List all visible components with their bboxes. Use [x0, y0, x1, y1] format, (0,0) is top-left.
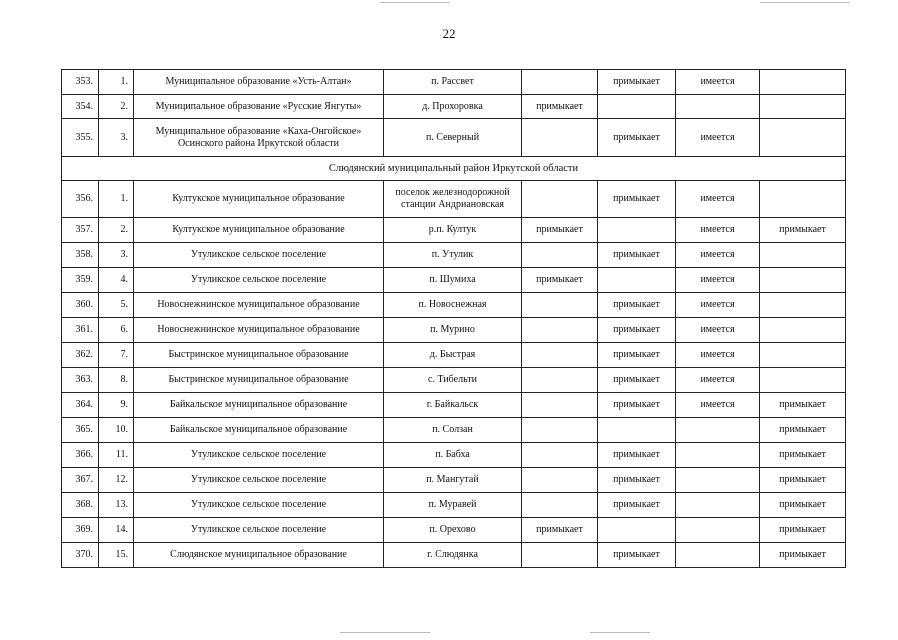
row-index: 13.	[99, 493, 134, 518]
column-c: имеется	[676, 368, 760, 393]
settlement-name: п. Рассвет	[384, 70, 522, 95]
column-a	[522, 418, 598, 443]
table-row	[62, 119, 846, 157]
row-index: 6.	[99, 318, 134, 343]
municipality-name: Байкальское муниципальное образование	[134, 418, 384, 443]
municipality-name: Утуликское сельское поселение	[134, 268, 384, 293]
page-number: 22	[442, 26, 456, 41]
table-row	[62, 318, 846, 343]
settlement-name: п. Муравей	[384, 493, 522, 518]
municipality-name: Муниципальное образование «Русские Янгуты»	[134, 95, 384, 119]
row-number: 356.	[62, 181, 99, 218]
column-b: примыкает	[598, 181, 676, 218]
column-a: примыкает	[522, 518, 598, 543]
settlement-name: г. Слюдянка	[384, 543, 522, 568]
settlement-name: д. Быстрая	[384, 343, 522, 368]
column-d	[760, 293, 846, 318]
table-row	[62, 293, 846, 318]
column-c: имеется	[676, 181, 760, 218]
column-d: примыкает	[760, 468, 846, 493]
scan-mark	[380, 2, 450, 3]
row-number: 360.	[62, 293, 99, 318]
column-d: примыкает	[760, 493, 846, 518]
settlement-name: п. Шумиха	[384, 268, 522, 293]
row-number: 367.	[62, 468, 99, 493]
column-d	[760, 318, 846, 343]
settlement-name: д. Прохоровка	[384, 95, 522, 119]
row-number: 353.	[62, 70, 99, 95]
table-row	[62, 468, 846, 493]
settlement-name: п. Утулик	[384, 243, 522, 268]
scan-mark	[340, 632, 430, 633]
row-index: 2.	[99, 218, 134, 243]
column-c	[676, 418, 760, 443]
table-body-bottom	[62, 181, 846, 568]
municipality-name: Новоснежнинское муниципальное образование	[134, 318, 384, 343]
column-c	[676, 443, 760, 468]
column-b: примыкает	[598, 368, 676, 393]
column-a	[522, 443, 598, 468]
section-header-row	[62, 157, 846, 181]
table-row	[62, 95, 846, 119]
row-number: 368.	[62, 493, 99, 518]
scan-mark	[590, 632, 650, 633]
row-index: 14.	[99, 518, 134, 543]
municipality-name: Быстринское муниципальное образование	[134, 368, 384, 393]
row-index: 1.	[99, 70, 134, 95]
column-b: примыкает	[598, 243, 676, 268]
column-c	[676, 493, 760, 518]
municipality-name: Слюдянское муниципальное образование	[134, 543, 384, 568]
settlement-name: поселок железнодорожной станции Андриановская	[384, 181, 522, 218]
settlement-name: п. Солзан	[384, 418, 522, 443]
table-row	[62, 543, 846, 568]
municipality-name: Култукское муниципальное образование	[134, 218, 384, 243]
column-a: примыкает	[522, 218, 598, 243]
column-c: имеется	[676, 268, 760, 293]
column-d: примыкает	[760, 218, 846, 243]
row-index: 5.	[99, 293, 134, 318]
column-d: примыкает	[760, 543, 846, 568]
column-c: имеется	[676, 293, 760, 318]
column-c: имеется	[676, 218, 760, 243]
section-header: Слюдянский муниципальный район Иркутской области	[62, 157, 846, 181]
column-a	[522, 181, 598, 218]
column-b: примыкает	[598, 343, 676, 368]
column-d	[760, 368, 846, 393]
row-number: 366.	[62, 443, 99, 468]
column-b: примыкает	[598, 493, 676, 518]
table-row	[62, 393, 846, 418]
settlement-name: п. Мурино	[384, 318, 522, 343]
row-index: 12.	[99, 468, 134, 493]
column-c: имеется	[676, 70, 760, 95]
column-c: имеется	[676, 243, 760, 268]
table-row	[62, 70, 846, 95]
row-index: 1.	[99, 181, 134, 218]
row-index: 11.	[99, 443, 134, 468]
column-c: имеется	[676, 343, 760, 368]
row-index: 7.	[99, 343, 134, 368]
column-a	[522, 243, 598, 268]
row-number: 369.	[62, 518, 99, 543]
table-section	[62, 157, 846, 181]
table-row	[62, 443, 846, 468]
table-row	[62, 493, 846, 518]
row-number: 359.	[62, 268, 99, 293]
settlement-name: г. Байкальск	[384, 393, 522, 418]
settlement-name: р.п. Култук	[384, 218, 522, 243]
column-a	[522, 70, 598, 95]
row-number: 364.	[62, 393, 99, 418]
row-index: 9.	[99, 393, 134, 418]
column-a	[522, 543, 598, 568]
column-c	[676, 95, 760, 119]
column-b: примыкает	[598, 468, 676, 493]
row-number: 354.	[62, 95, 99, 119]
column-c	[676, 468, 760, 493]
column-a	[522, 493, 598, 518]
column-b	[598, 268, 676, 293]
column-b: примыкает	[598, 318, 676, 343]
table-row	[62, 518, 846, 543]
settlement-name: п. Новоснежная	[384, 293, 522, 318]
row-index: 4.	[99, 268, 134, 293]
column-b: примыкает	[598, 70, 676, 95]
row-number: 362.	[62, 343, 99, 368]
municipality-name: Утуликское сельское поселение	[134, 493, 384, 518]
column-a	[522, 393, 598, 418]
row-number: 363.	[62, 368, 99, 393]
column-c	[676, 543, 760, 568]
column-b: примыкает	[598, 543, 676, 568]
table-row	[62, 243, 846, 268]
column-a: примыкает	[522, 268, 598, 293]
row-number: 370.	[62, 543, 99, 568]
row-number: 361.	[62, 318, 99, 343]
column-c: имеется	[676, 318, 760, 343]
settlement-name: п. Орехово	[384, 518, 522, 543]
row-index: 10.	[99, 418, 134, 443]
row-index: 8.	[99, 368, 134, 393]
column-b: примыкает	[598, 293, 676, 318]
row-index: 15.	[99, 543, 134, 568]
column-d: примыкает	[760, 393, 846, 418]
column-c	[676, 518, 760, 543]
column-d	[760, 343, 846, 368]
column-d	[760, 70, 846, 95]
table-row	[62, 268, 846, 293]
settlement-name: п. Бабха	[384, 443, 522, 468]
column-b	[598, 518, 676, 543]
column-d	[760, 181, 846, 218]
column-d	[760, 119, 846, 157]
municipality-name: Новоснежнинское муниципальное образование	[134, 293, 384, 318]
column-d	[760, 95, 846, 119]
column-b: примыкает	[598, 119, 676, 157]
municipality-name: Утуликское сельское поселение	[134, 518, 384, 543]
column-d: примыкает	[760, 518, 846, 543]
table-row	[62, 218, 846, 243]
column-d: примыкает	[760, 418, 846, 443]
column-b: примыкает	[598, 443, 676, 468]
scan-mark	[760, 2, 850, 3]
table-body-top	[62, 70, 846, 157]
municipality-name: Утуликское сельское поселение	[134, 468, 384, 493]
municipality-name: Утуликское сельское поселение	[134, 443, 384, 468]
row-number: 357.	[62, 218, 99, 243]
municipality-name: Муниципальное образование «Усть-Алтан»	[134, 70, 384, 95]
column-a	[522, 293, 598, 318]
settlement-name: п. Северный	[384, 119, 522, 157]
column-a	[522, 318, 598, 343]
municipality-name: Байкальское муниципальное образование	[134, 393, 384, 418]
row-index: 3.	[99, 243, 134, 268]
column-a	[522, 119, 598, 157]
municipality-name: Култукское муниципальное образование	[134, 181, 384, 218]
column-a: примыкает	[522, 95, 598, 119]
row-number: 365.	[62, 418, 99, 443]
row-number: 358.	[62, 243, 99, 268]
municipality-name: Быстринское муниципальное образование	[134, 343, 384, 368]
column-b	[598, 218, 676, 243]
column-b: примыкает	[598, 393, 676, 418]
row-number: 355.	[62, 119, 99, 157]
column-c: имеется	[676, 119, 760, 157]
column-d	[760, 243, 846, 268]
column-a	[522, 343, 598, 368]
table-row	[62, 418, 846, 443]
table-row	[62, 368, 846, 393]
settlements-table	[61, 69, 846, 568]
municipality-name: Утуликское сельское поселение	[134, 243, 384, 268]
column-a	[522, 368, 598, 393]
column-a	[522, 468, 598, 493]
column-d: примыкает	[760, 443, 846, 468]
table-row	[62, 343, 846, 368]
column-b	[598, 95, 676, 119]
column-d	[760, 268, 846, 293]
column-b	[598, 418, 676, 443]
municipality-name: Муниципальное образование «Каха-Онгойское» Осинского района Иркутской области	[134, 119, 384, 157]
table-row	[62, 181, 846, 218]
row-index: 3.	[99, 119, 134, 157]
row-index: 2.	[99, 95, 134, 119]
settlement-name: п. Мангутай	[384, 468, 522, 493]
settlement-name: с. Тибельти	[384, 368, 522, 393]
column-c: имеется	[676, 393, 760, 418]
